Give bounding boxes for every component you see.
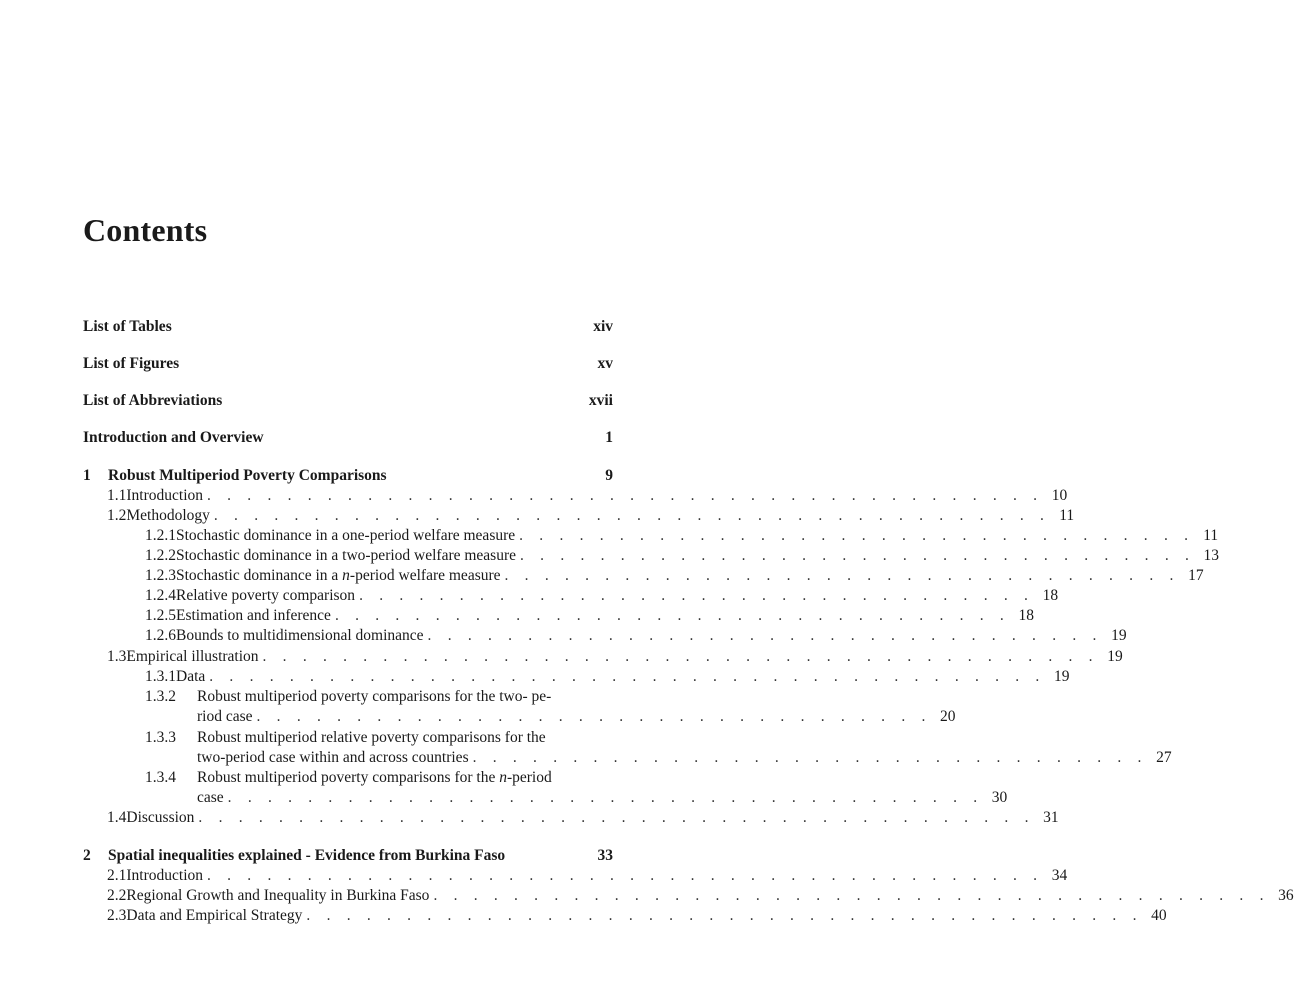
subsection-number: 1.2.3 [145,567,176,584]
section-title: Empirical illustration [126,648,259,665]
subsection-page: 17 [1188,567,1204,584]
title-variable: n [499,769,507,786]
dot-leader: . . . . . . . . . . . . . . . . . . . . . . . . . . . . . . . . . . . . . . . . . . [207,487,1044,504]
toc-section-1-2[interactable] [107,506,1075,526]
toc-subsection-1-2-1[interactable] [145,526,1219,546]
dot-leader: . . . . . . . . . . . . . . . . . . . . . . . . . . . . . . . . . . . . . . . . . . [213,507,1051,524]
subsection-title: Bounds to multidimensional dominance [176,627,424,644]
dot-leader: . . . . . . . . . . . . . . . . . . . . . . . . . . . . . . . . . . [504,567,1180,584]
dot-leader: . . . . . . . . . . . . . . . . . . . . . . . . . . . . . . . . . . . . . . . . . . [207,867,1044,884]
section-page: 34 [1051,867,1068,884]
toc-subsection-1-3-1[interactable] [145,667,1070,687]
toc-subsection-1-3-3[interactable] [197,748,1172,768]
toc-subsection-1-3-4-number: 1.3.4 [145,769,176,786]
toc-entry-list-of-tables[interactable] [83,317,613,337]
title-variable: n [342,567,350,584]
chapter-page: 33 [597,847,613,864]
toc-entry-introduction-overview[interactable] [83,428,613,448]
dot-leader: . . . . . . . . . . . . . . . . . . . . . . . . . . . . . . . . . . . . . . . . . . [262,648,1099,665]
toc-section-1-4[interactable] [107,808,1059,828]
toc-entry-title: List of Tables [83,318,172,335]
section-page: 10 [1051,487,1068,504]
dot-leader: . . . . . . . . . . . . . . . . . . . . . . . . . . . . . . . . . . [359,587,1035,604]
dot-leader: . . . . . . . . . . . . . . . . . . . . . . . . . . . . . . . . . . . . . . . . . . [198,809,1035,826]
toc-subsection-1-3-4[interactable] [197,788,1008,808]
chapter-page: 9 [605,467,613,484]
title-text: Stochastic dominance in a [176,567,343,584]
subsection-page: 11 [1203,527,1219,544]
section-page: 19 [1107,648,1123,665]
section-number: 1.4 [107,809,127,826]
section-title: Regional Growth and Inequality in Burkina Faso [126,887,430,904]
toc-subsection-1-2-6[interactable] [145,626,1127,646]
chapter-title: Robust Multiperiod Poverty Comparisons [108,467,387,484]
section-page: 36 [1278,887,1294,904]
subsection-title: Data [176,668,206,685]
section-title: Discussion [126,809,195,826]
dot-leader: . . . . . . . . . . . . . . . . . . . . . . . . . . . . . . . . . . . . . . [227,789,984,806]
toc-entry-title: List of Abbreviations [83,392,223,409]
subsection-number: 1.2.6 [145,627,176,644]
toc-section-2-2[interactable] [107,886,1294,906]
toc-subsection-1-3-3-line1[interactable]: Robust multiperiod relative poverty comparisons for the [197,729,546,746]
dot-leader: . . . . . . . . . . . . . . . . . . . . . . . . . . . . . . . . . . [519,527,1195,544]
subsection-title-cont: riod case [197,708,253,725]
subsection-page: 13 [1203,547,1220,564]
toc-section-2-3[interactable] [107,906,1167,926]
toc-entry-page: xiv [593,318,613,335]
subsection-title-cont: two-period case within and across countries [197,749,469,766]
subsection-page: 19 [1054,668,1070,685]
subsection-title: Stochastic dominance in a two-period welfare measure [176,547,517,564]
toc-entry-page: xv [597,355,613,372]
toc-entry-title: Introduction and Overview [83,429,264,446]
toc-entry-page: 1 [605,429,613,446]
title-text: -period welfare measure [349,567,501,584]
toc-chapter-1[interactable] [83,466,613,486]
subsection-number: 1.2.1 [145,527,176,544]
subsection-page: 19 [1111,627,1127,644]
page-title: Contents [83,212,208,248]
subsection-title-cont: case [197,789,224,806]
subsection-page: 20 [940,708,956,725]
section-number: 2.2 [107,887,127,904]
subsection-number: 1.2.2 [145,547,176,564]
toc-subsection-1-3-2[interactable] [197,707,956,727]
toc-subsection-1-2-2[interactable] [145,546,1220,566]
toc-section-2-1[interactable] [107,866,1068,886]
subsection-title: Estimation and inference [176,607,331,624]
subsection-number: 1.2.4 [145,587,176,604]
section-number: 1.2 [107,507,127,524]
subsection-page: 30 [991,789,1008,806]
dot-leader: . . . . . . . . . . . . . . . . . . . . . . . . . . . . . . . . . . [427,627,1103,644]
dot-leader: . . . . . . . . . . . . . . . . . . . . . . . . . . . . . . . . . . . . . . . . . . [306,907,1143,924]
chapter-number: 2 [83,847,91,864]
toc-entry-page: xvii [588,392,613,409]
toc-chapter-2[interactable] [83,846,613,866]
subsection-title: Stochastic dominance in a one-period welfare measure [176,527,516,544]
section-title: Introduction [126,867,203,884]
section-page: 11 [1059,507,1075,524]
subsection-number: 1.2.5 [145,607,176,624]
section-number: 1.3 [107,648,127,665]
subsection-page: 18 [1018,607,1034,624]
toc-subsection-1-2-5[interactable] [145,606,1034,626]
dot-leader: . . . . . . . . . . . . . . . . . . . . . . . . . . . . . . . . . . . . . . . . . . [209,668,1046,685]
toc-subsection-1-2-3[interactable] [145,566,1204,586]
section-number: 2.3 [107,907,127,924]
subsection-page: 18 [1042,587,1059,604]
section-number: 2.1 [107,867,127,884]
section-number: 1.1 [107,487,127,504]
chapter-number: 1 [83,467,91,484]
section-title: Introduction [126,487,203,504]
toc-subsection-1-3-4-line1[interactable] [197,768,552,788]
dot-leader: . . . . . . . . . . . . . . . . . . . . . . . . . . . . . . . . . . . . . . . . . . [433,887,1270,904]
toc-subsection-1-2-4[interactable] [145,586,1059,606]
title-text: Robust multiperiod poverty comparisons for the [197,769,500,786]
dot-leader: . . . . . . . . . . . . . . . . . . . . . . . . . . . . . . . . . . [256,708,932,725]
section-page: 31 [1043,809,1059,826]
toc-entry-list-of-abbreviations[interactable] [83,391,613,411]
dot-leader: . . . . . . . . . . . . . . . . . . . . . . . . . . . . . . . . . . [520,547,1196,564]
subsection-title [176,566,501,586]
toc-section-1-1[interactable] [107,486,1068,506]
subsection-title: Relative poverty comparison [176,587,356,604]
section-page: 40 [1151,907,1167,924]
toc-subsection-1-3-3-number: 1.3.3 [145,729,176,746]
toc-section-1-3[interactable] [107,647,1123,667]
toc-subsection-1-3-2-number: 1.3.2 [145,688,176,705]
chapter-title: Spatial inequalities explained - Evidence from Burkina Faso [108,847,506,864]
subsection-page: 27 [1156,749,1172,766]
toc-entry-title: List of Figures [83,355,180,372]
section-title: Data and Empirical Strategy [126,907,303,924]
section-title: Methodology [126,507,210,524]
subsection-number: 1.3.1 [145,668,176,685]
dot-leader: . . . . . . . . . . . . . . . . . . . . . . . . . . . . . . . . . . [472,749,1148,766]
title-text: -period [506,769,552,786]
toc-entry-list-of-figures[interactable] [83,354,613,374]
toc-subsection-1-3-2-line1[interactable]: Robust multiperiod poverty comparisons for the two- pe- [197,688,552,705]
dot-leader: . . . . . . . . . . . . . . . . . . . . . . . . . . . . . . . . . . [334,607,1010,624]
